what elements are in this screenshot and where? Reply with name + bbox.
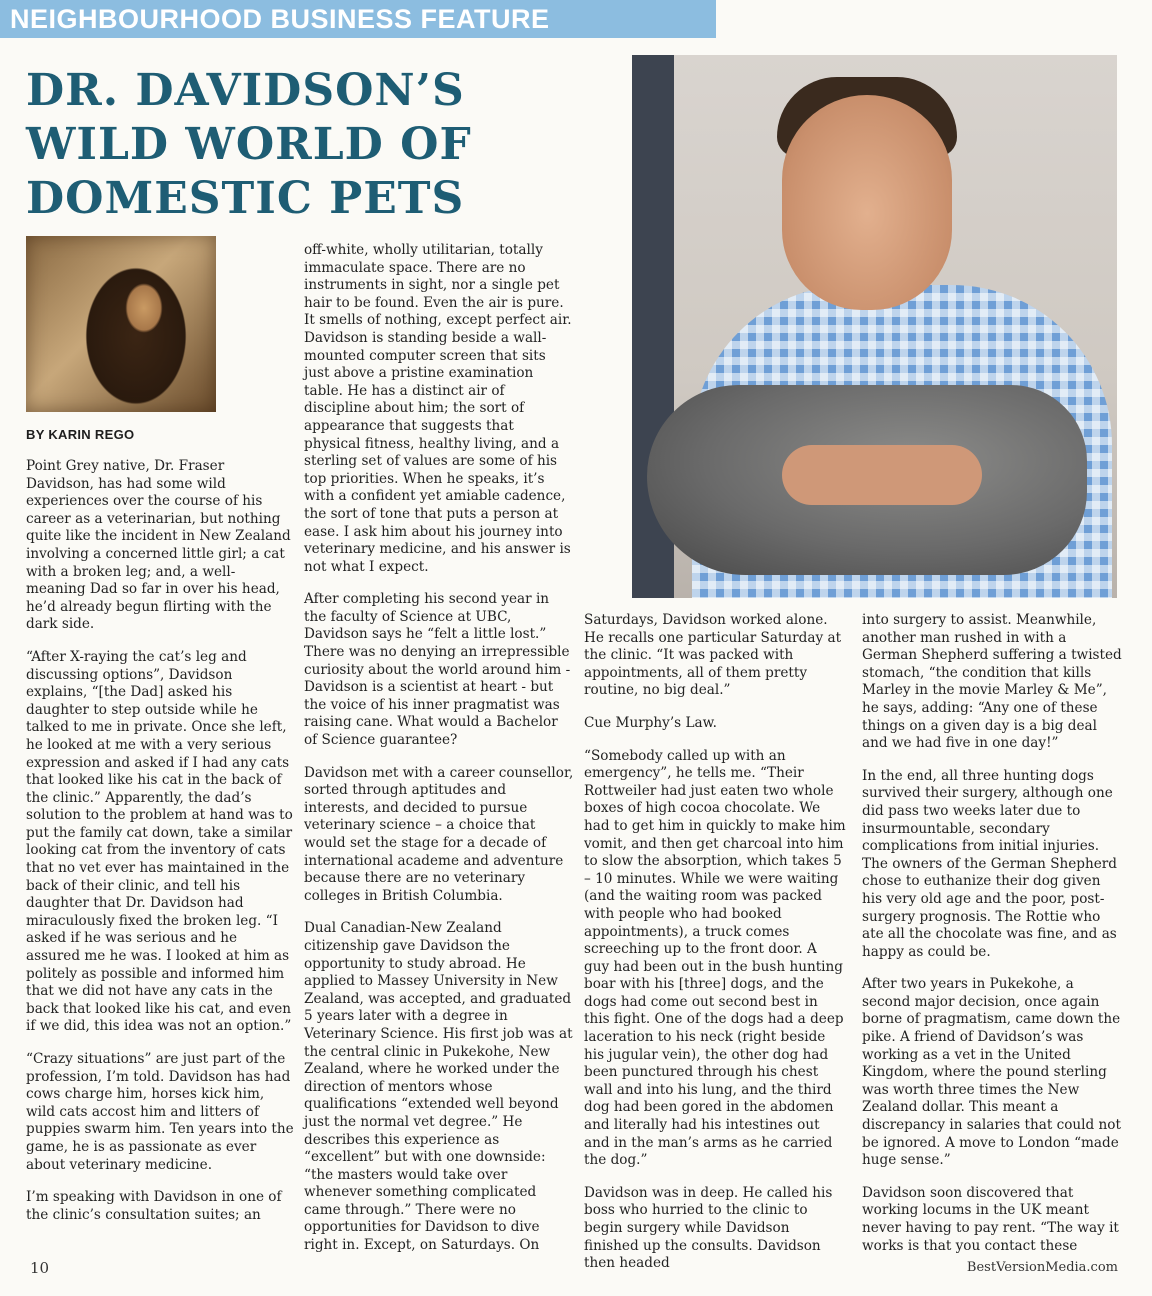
headline-line: DOMESTIC PETS xyxy=(26,173,465,224)
paragraph: “Somebody called up with an emergency”, he tells me. “Their Rottweiler had just eaten two whole boxes of high cocoa chocolate. We had to get him in quickly to make him vomit, and then get charcoal into him to slow the absorption, which takes 5 – 10 minutes. While we were waiting (and the waiting room was packed with people who had booked appointments), a truck comes screeching up to the front door. A guy had been out in the bush hunting boar with his [three] dogs, and the dogs had come out second best in this fight. One of the dogs had a deep laceration to his neck (right beside his jugular vein), the other dog had been punctured through his chest wall and into his lung, and the third dog had been gored in the abdomen and literally had his intestines out and in the man’s arms as he carried the dog.” xyxy=(584,747,846,1169)
headline-line: WILD WORLD OF xyxy=(26,119,472,170)
feature-photo xyxy=(632,55,1117,598)
article-column-2 xyxy=(304,242,574,1270)
paragraph: Davidson was in deep. He called his boss who hurried to the clinic to begin surgery while Davidson finished up the consults. Davidson then headed xyxy=(584,1184,833,1272)
paragraph: After completing his second year in the faculty of Science at UBC, Davidson says he “felt a little lost.” There was no denying an irrepressible curiosity about the world around him - Davidson is a scientist at heart - but the voice of his inner pragmatist was raising cane. What would a Bachelor of Science guarantee? xyxy=(304,591,571,749)
section-banner-label: NEIGHBOURHOOD BUSINESS FEATURE xyxy=(10,3,550,34)
paragraph: “After X-raying the cat’s leg and discussing options”, Davidson explains, “[the Dad] asked his daughter to step outside while he talked to me in private. Once she left, he looked at me with a very serious expression and asked if I had any cats that looked like his cat in the back of the clinic.” Apparently, the dad’s solution to the problem at hand was to put the family cat down, take a similar looking cat from the inventory of cats that no vet ever has maintained in the back of their clinic, and tell his daughter that Dr. Davidson had miraculously fixed the broken leg. “I asked if he was serious and he assured me he was. I looked at him as politely as possible and informed him that we did not have any cats in the back that looked like his cat, and even if we did, this idea was not an option.” xyxy=(26,648,293,1035)
paragraph: In the end, all three hunting dogs survived their surgery, although one did pass two weeks later due to insurmountable, secondary complications from initial injuries. The owners of the German Shepherd chose to euthanize their dog given his very old age and the poor, post-surgery prognosis. The Rottie who ate all the chocolate was fine, and as happy as could be. xyxy=(862,767,1118,960)
paragraph: Cue Murphy’s Law. xyxy=(584,714,717,731)
paragraph: into surgery to assist. Meanwhile, another man rushed in with a German Shepherd suffering a twisted stomach, “the condition that kills Marley in the movie Marley & Me”, he says, adding: “Any one of these things on a given day is a big deal and we had five in one day!” xyxy=(862,612,1122,752)
paragraph: Point Grey native, Dr. Fraser Davidson, has had some wild experiences over the course of his career as a veterinarian, but nothing quite like the incident in New Zealand involving a concerned little girl; a cat with a broken leg; and, a well-meaning Dad so far in over his head, he’d already begun flirting with the dark side. xyxy=(26,458,291,633)
paragraph: I’m speaking with Davidson in one of the clinic’s consultation suites; an xyxy=(26,1189,282,1223)
article-column-4 xyxy=(862,612,1124,1270)
author-portrait xyxy=(26,236,216,412)
article-headline xyxy=(26,64,626,226)
headline-line: DR. DAVIDSON’S xyxy=(26,65,465,116)
paragraph: Dual Canadian-New Zealand citizenship gave Davidson the opportunity to study abroad. He applied to Massey University in New Zealand, was accepted, and graduated 5 years later with a degree in Veterinary Science. His first job was at the central clinic in Pukekohe, New Zealand, where he worked under the direction of mentors whose qualifications “extended well beyond just the normal vet degree.” He describes this experience as “excellent” but with one downside: “the masters would take over whenever something complicated came through.” There were no opportunities for Davidson to dive right in. Except, on Saturdays. On xyxy=(304,920,573,1254)
paragraph: Saturdays, Davidson worked alone. He recalls one particular Saturday at the clinic. “It was packed with appointments, all of them pretty routine, no big deal.” xyxy=(584,612,842,699)
paragraph: off-white, wholly utilitarian, totally immaculate space. There are no instruments in sight, nor a single pet hair to be found. Even the air is pure. It smells of nothing, except perfect air. Davidson is standing beside a wall-mounted computer screen that sits just above a pristine examination table. He has a distinct air of discipline about him; the sort of appearance that suggests that physical fitness, healthy living, and a sterling set of values are some of his top priorities. When he speaks, it’s with a confident yet amiable cadence, the sort of tone that puts a person at ease. I ask him about his journey into veterinary medicine, and his answer is not what I expect. xyxy=(304,242,572,575)
article-column-3 xyxy=(584,612,846,1288)
paragraph: After two years in Pukekohe, a second major decision, once again borne of pragmatism, came down the pike. A friend of Davidson’s was working as a vet in the United Kingdom, where the pound sterling was worth three times the New Zealand dollar. This meant a discrepancy in salaries that could not be ignored. A move to London “made huge sense.” xyxy=(862,976,1121,1169)
paragraph: “Crazy situations” are just part of the profession, I’m told. Davidson has had cows charge him, horses kick him, wild cats accost him and litters of puppies swarm him. Ten years into the game, he is as passionate as ever about veterinary medicine. xyxy=(26,1051,294,1173)
photo-arm xyxy=(782,445,982,505)
article-column-1 xyxy=(26,458,294,1239)
photo-face xyxy=(782,95,952,310)
publisher-website: BestVersionMedia.com xyxy=(966,1260,1118,1275)
paragraph: Davidson met with a career counsellor, sorted through aptitudes and interests, and decided to pursue veterinary science – a choice that would set the stage for a decade of international academe and adventure because there are no veterinary colleges in British Columbia. xyxy=(304,764,574,904)
paragraph: Davidson soon discovered that working locums in the UK meant never having to pay rent. “The way it works is that you contact these xyxy=(862,1184,1119,1254)
author-byline: BY KARIN REGO xyxy=(26,427,135,442)
page-number: 10 xyxy=(30,1259,50,1277)
section-banner xyxy=(0,0,716,38)
